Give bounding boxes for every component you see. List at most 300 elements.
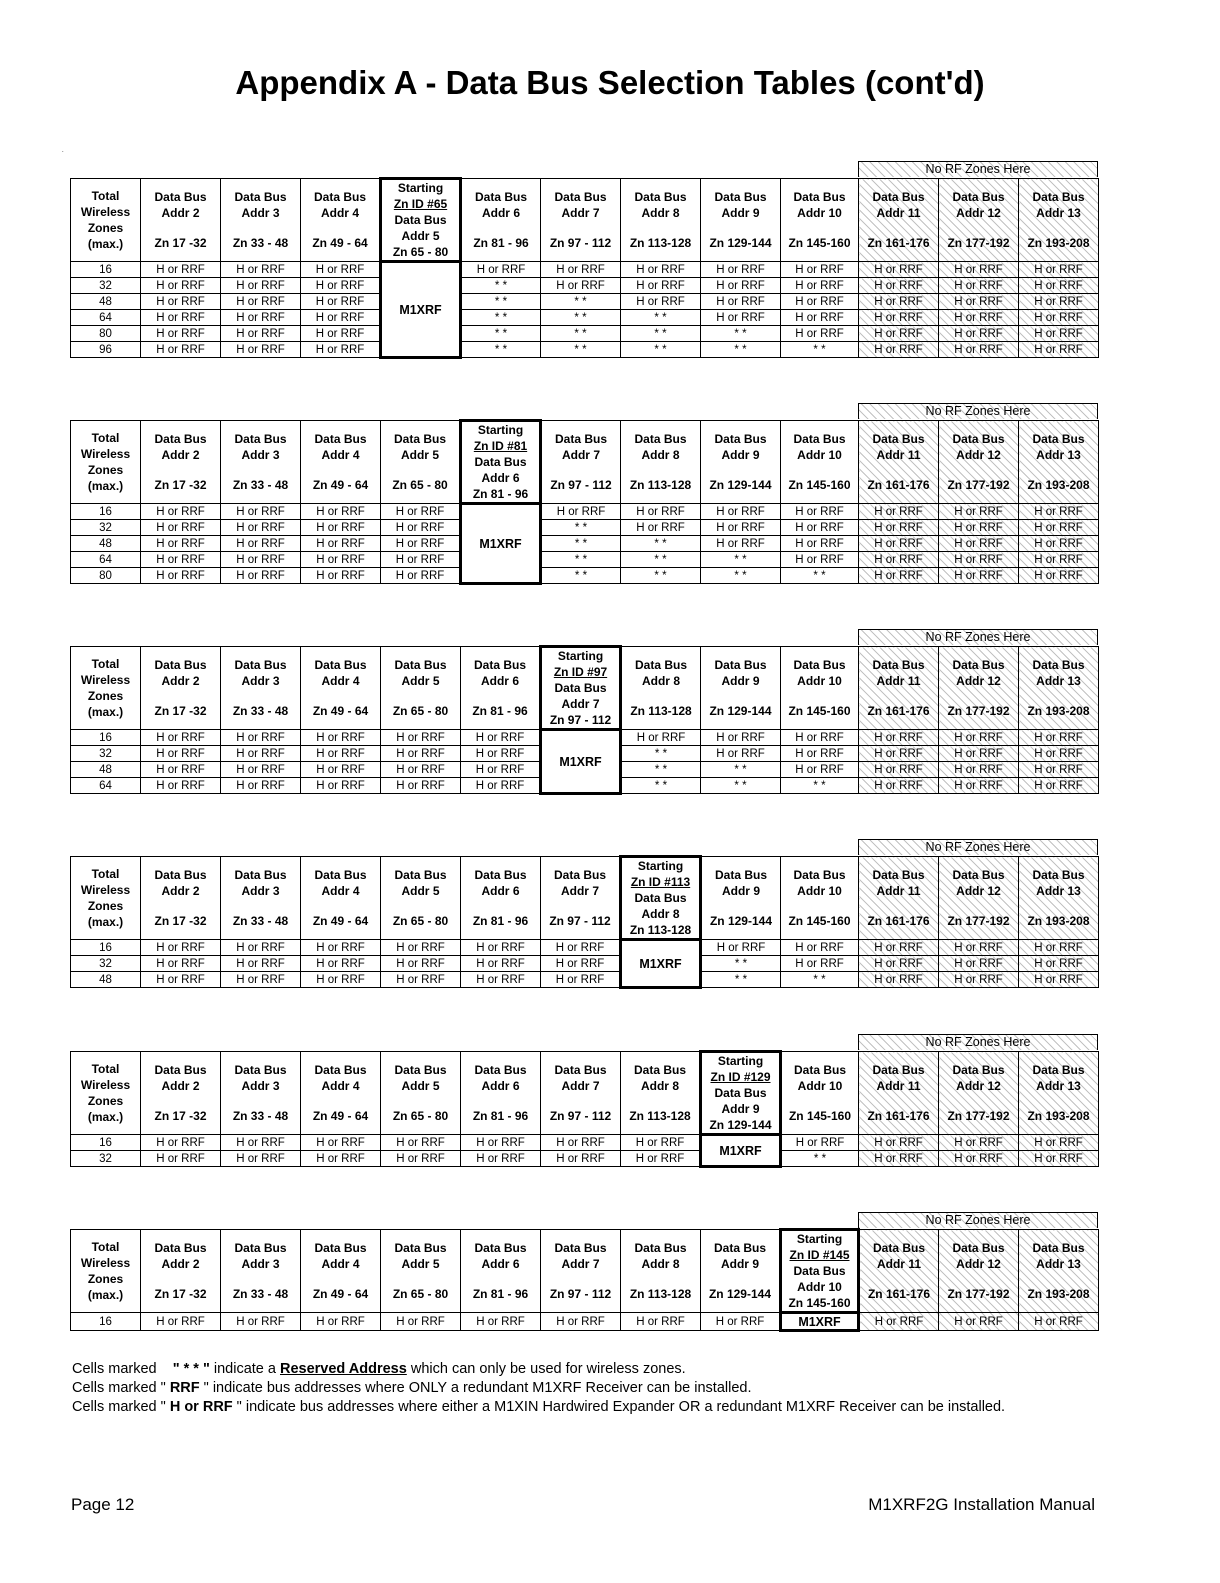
spacer (781, 221, 858, 235)
table-cell: H or RRF (939, 730, 1019, 746)
table-cell: H or RRF (381, 504, 461, 520)
table-cell: H or RRF (381, 536, 461, 552)
table-cell: H or RRF (939, 746, 1019, 762)
table-cell: H or RRF (221, 972, 301, 988)
spacer (301, 899, 380, 913)
col-header-zone: Zn 161-176 (867, 704, 930, 718)
col-header-zone: Zn 145-160 (788, 704, 851, 718)
col-header-zone: Zn 81 - 96 (472, 1109, 529, 1123)
total-header-line: Total (91, 867, 120, 881)
spacer (1019, 463, 1098, 477)
table-cell: H or RRF (381, 1135, 461, 1151)
table-cell: H or RRF (301, 1313, 381, 1331)
table-cell: H or RRF (859, 940, 939, 956)
table-cell: H or RRF (221, 262, 301, 278)
total-zones-cell: 80 (71, 326, 141, 342)
col-header-line: Addr 3 (241, 884, 280, 898)
column-header-addr (781, 1052, 859, 1135)
table-cell: H or RRF (859, 326, 939, 342)
table-cell: H or RRF (1019, 762, 1099, 778)
col-header-line: Addr 11 (876, 1257, 921, 1271)
table-cell: H or RRF (221, 278, 301, 294)
table-cell: H or RRF (141, 568, 221, 584)
col-header-line: Addr 4 (321, 884, 360, 898)
table-cell: * * (781, 342, 859, 358)
col-header-line: Addr 10 (797, 448, 842, 462)
col-header-zone: Zn 81 - 96 (472, 914, 529, 928)
col-header-line: Data Bus (474, 1063, 527, 1077)
table-row (71, 342, 1099, 358)
table-cell: * * (621, 778, 701, 794)
table-cell: H or RRF (939, 1313, 1019, 1331)
table-cell: * * (541, 568, 621, 584)
column-header-addr (221, 1052, 301, 1135)
total-zones-cell: 32 (71, 956, 141, 972)
no-rf-zones-banner: No RF Zones Here (858, 629, 1098, 645)
table-cell: * * (621, 310, 701, 326)
table-cell: H or RRF (301, 730, 381, 746)
table-cell: H or RRF (381, 762, 461, 778)
table-cell: H or RRF (939, 552, 1019, 568)
col-header-line: Data Bus (793, 1063, 846, 1077)
col-header-line: Addr 3 (241, 1079, 280, 1093)
column-header-addr (461, 179, 541, 262)
col-header-zone: Zn 193-208 (1027, 236, 1090, 250)
column-header-addr (541, 421, 621, 504)
column-header-addr (141, 647, 221, 730)
col-header-line: Data Bus (952, 190, 1005, 204)
table-cell: H or RRF (301, 294, 381, 310)
table-cell: H or RRF (781, 730, 859, 746)
spacer (859, 689, 938, 703)
table-cell: H or RRF (141, 504, 221, 520)
table-cell: H or RRF (221, 730, 301, 746)
col-header-line: Addr 12 (956, 674, 1001, 688)
table-cell: H or RRF (859, 762, 939, 778)
col-header-line: Addr 6 (481, 1079, 520, 1093)
table-cell: H or RRF (781, 504, 859, 520)
table-cell: H or RRF (939, 1151, 1019, 1167)
table-cell: H or RRF (701, 294, 781, 310)
col-header-line: Addr 13 (1036, 1257, 1081, 1271)
total-zones-cell: 48 (71, 762, 141, 778)
col-header-line: Addr 9 (721, 884, 760, 898)
table-cell: H or RRF (781, 762, 859, 778)
table-cell: H or RRF (381, 520, 461, 536)
total-wireless-header (71, 1230, 141, 1313)
col-header-zone: Zn 81 - 96 (472, 1287, 529, 1301)
spacer (542, 463, 620, 477)
spacer (859, 1094, 938, 1108)
table-cell: H or RRF (1019, 342, 1099, 358)
table-cell: H or RRF (381, 940, 461, 956)
data-bus-table (70, 177, 1099, 359)
spacer (859, 899, 938, 913)
table-cell: H or RRF (621, 278, 701, 294)
table-cell: H or RRF (1019, 536, 1099, 552)
col-header-line: Addr 7 (561, 1079, 600, 1093)
table-cell: H or RRF (141, 1313, 221, 1331)
table-cell: H or RRF (301, 778, 381, 794)
col-header-line: Data Bus (1032, 658, 1085, 672)
starting-line: Zn ID #65 (393, 197, 448, 211)
column-header-addr (541, 857, 621, 940)
table-cell: * * (621, 342, 701, 358)
col-header-zone: Zn 17 -32 (154, 914, 207, 928)
table-cell: * * (621, 746, 701, 762)
table-cell: * * (701, 778, 781, 794)
total-header-line: Wireless (80, 1078, 131, 1092)
note-h-or-rrf: Cells marked " H or RRF " indicate bus addresses where either a M1XIN Hardwired Expander OR a redundant M1XRF Receiver can be installed. (72, 1399, 1006, 1415)
col-header-line: Data Bus (154, 190, 207, 204)
table-cell: H or RRF (541, 972, 621, 988)
table-cell: H or RRF (141, 342, 221, 358)
total-zones-cell: 48 (71, 294, 141, 310)
column-header-addr (621, 1230, 701, 1313)
table-cell: H or RRF (701, 746, 781, 762)
col-header-line: Addr 4 (321, 1079, 360, 1093)
table-row (71, 326, 1099, 342)
table-cell: H or RRF (939, 956, 1019, 972)
table-cell: * * (701, 568, 781, 584)
spacer (462, 221, 540, 235)
total-zones-cell: 32 (71, 520, 141, 536)
table-cell: H or RRF (461, 762, 541, 778)
starting-zone-header (701, 1052, 781, 1135)
table-cell: H or RRF (781, 956, 859, 972)
table-cell: H or RRF (1019, 294, 1099, 310)
column-header-addr (621, 647, 701, 730)
col-header-line: Data Bus (234, 1063, 287, 1077)
col-header-line: Data Bus (793, 868, 846, 882)
col-header-line: Addr 11 (876, 1079, 921, 1093)
col-header-line: Data Bus (554, 190, 607, 204)
col-header-zone: Zn 177-192 (947, 914, 1010, 928)
table-cell: * * (541, 294, 621, 310)
table-cell: H or RRF (461, 730, 541, 746)
total-zones-cell: 16 (71, 504, 141, 520)
col-header-line: Addr 10 (797, 206, 842, 220)
table-cell: H or RRF (701, 520, 781, 536)
table-cell: H or RRF (141, 940, 221, 956)
table-cell: H or RRF (141, 278, 221, 294)
spacer (939, 221, 1018, 235)
table-cell: H or RRF (781, 310, 859, 326)
total-header-line: Wireless (80, 447, 131, 461)
col-header-line: Data Bus (872, 868, 925, 882)
col-header-line: Addr 6 (481, 206, 520, 220)
col-header-line: Addr 4 (321, 674, 360, 688)
total-wireless-header (71, 1052, 141, 1135)
column-header-addr (141, 1052, 221, 1135)
table-cell: H or RRF (381, 778, 461, 794)
table-cell: H or RRF (381, 730, 461, 746)
starting-line: Zn ID #113 (630, 875, 691, 889)
col-header-line: Data Bus (554, 1063, 607, 1077)
total-zones-cell: 32 (71, 1151, 141, 1167)
header-row (71, 647, 1099, 730)
m1xrf-cell: M1XRF (701, 1135, 781, 1167)
col-header-line: Data Bus (154, 1241, 207, 1255)
col-header-zone: Zn 17 -32 (154, 704, 207, 718)
col-header-zone: Zn 49 - 64 (312, 1287, 369, 1301)
table-cell: * * (781, 1151, 859, 1167)
spacer (221, 1094, 300, 1108)
col-header-line: Addr 12 (956, 206, 1001, 220)
total-zones-cell: 16 (71, 940, 141, 956)
col-header-zone: Zn 49 - 64 (312, 1109, 369, 1123)
col-header-line: Data Bus (474, 868, 527, 882)
column-header-addr (1019, 1230, 1099, 1313)
stray-mark: . (62, 148, 64, 154)
total-header-line: Zones (87, 463, 124, 477)
col-header-line: Data Bus (714, 432, 767, 446)
col-header-line: Addr 11 (876, 448, 921, 462)
page-title: Appendix A - Data Bus Selection Tables (cont'd) (235, 64, 985, 101)
column-header-addr (859, 421, 939, 504)
table-cell: * * (701, 552, 781, 568)
spacer (701, 1272, 779, 1286)
total-header-line: Total (91, 431, 120, 445)
table-cell: H or RRF (781, 262, 859, 278)
col-header-zone: Zn 49 - 64 (312, 704, 369, 718)
col-header-line: Data Bus (952, 1063, 1005, 1077)
col-header-line: Data Bus (314, 658, 367, 672)
col-header-line: Addr 8 (641, 1257, 680, 1271)
spacer (781, 689, 858, 703)
table-cell: H or RRF (541, 1135, 621, 1151)
col-header-line: Data Bus (554, 432, 607, 446)
col-header-line: Addr 5 (401, 1257, 440, 1271)
table-cell: H or RRF (221, 568, 301, 584)
column-header-addr (939, 1052, 1019, 1135)
total-header-line: (max.) (87, 705, 124, 719)
table-cell: H or RRF (141, 520, 221, 536)
table-cell: H or RRF (1019, 504, 1099, 520)
spacer (1019, 899, 1098, 913)
col-header-line: Addr 10 (797, 1079, 843, 1093)
table-cell: * * (621, 552, 701, 568)
table-cell: H or RRF (221, 1151, 301, 1167)
table-row (71, 262, 1099, 278)
total-header-line: Wireless (80, 673, 131, 687)
table-cell: H or RRF (939, 778, 1019, 794)
table-cell: H or RRF (701, 536, 781, 552)
table-cell: H or RRF (301, 746, 381, 762)
table-cell: * * (541, 342, 621, 358)
table-cell: H or RRF (381, 568, 461, 584)
col-header-line: Addr 8 (640, 1079, 679, 1093)
col-header-line: Addr 10 (797, 884, 842, 898)
table-cell: H or RRF (221, 746, 301, 762)
col-header-line: Data Bus (872, 190, 925, 204)
table-cell: H or RRF (461, 778, 541, 794)
column-header-addr (381, 421, 461, 504)
col-header-line: Data Bus (154, 868, 207, 882)
col-header-line: Addr 6 (480, 674, 519, 688)
column-header-addr (221, 421, 301, 504)
spacer (381, 1272, 460, 1286)
spacer (461, 1272, 540, 1286)
table-cell: H or RRF (221, 940, 301, 956)
total-zones-cell: 16 (71, 1313, 141, 1331)
spacer (541, 1272, 620, 1286)
col-header-line: Addr 13 (1036, 448, 1081, 462)
column-header-addr (781, 421, 859, 504)
column-header-addr (1019, 421, 1099, 504)
table-row (71, 536, 1099, 552)
total-wireless-header (71, 857, 141, 940)
table-cell: H or RRF (781, 552, 859, 568)
table-cell: * * (461, 326, 541, 342)
spacer (541, 221, 620, 235)
col-header-zone: Zn 177-192 (947, 1109, 1010, 1123)
col-header-line: Data Bus (394, 868, 447, 882)
col-header-line: Addr 3 (241, 1257, 280, 1271)
spacer (939, 899, 1018, 913)
column-header-addr (381, 857, 461, 940)
col-header-zone: Zn 65 - 80 (392, 1109, 449, 1123)
col-header-line: Data Bus (714, 868, 767, 882)
starting-zone-header (621, 857, 701, 940)
table-cell: H or RRF (301, 762, 381, 778)
table-cell: H or RRF (701, 262, 781, 278)
table-cell: H or RRF (381, 552, 461, 568)
table-cell: H or RRF (1019, 278, 1099, 294)
table-cell: * * (621, 326, 701, 342)
col-header-line: Addr 12 (956, 448, 1001, 462)
table-cell: H or RRF (541, 504, 621, 520)
table-cell: H or RRF (141, 746, 221, 762)
table-cell: * * (541, 310, 621, 326)
table-cell: H or RRF (461, 1151, 541, 1167)
column-header-addr (461, 1052, 541, 1135)
table-cell: H or RRF (1019, 956, 1099, 972)
col-header-line: Addr 12 (956, 1079, 1001, 1093)
col-header-zone: Zn 113-128 (629, 1287, 692, 1301)
col-header-zone: Zn 65 - 80 (392, 914, 449, 928)
total-header-line: (max.) (87, 915, 124, 929)
column-header-addr (939, 421, 1019, 504)
table-cell: H or RRF (781, 278, 859, 294)
table-cell: H or RRF (859, 262, 939, 278)
col-header-zone: Zn 145-160 (788, 478, 851, 492)
table-cell: * * (701, 956, 781, 972)
spacer (301, 689, 380, 703)
spacer (301, 463, 380, 477)
table-cell: H or RRF (859, 746, 939, 762)
total-zones-cell: 48 (71, 536, 141, 552)
col-header-line: Data Bus (714, 190, 767, 204)
table-cell: H or RRF (141, 310, 221, 326)
table-cell: * * (621, 762, 701, 778)
table-cell: H or RRF (141, 730, 221, 746)
column-header-addr (1019, 647, 1099, 730)
column-header-addr (301, 179, 381, 262)
table-cell: H or RRF (859, 536, 939, 552)
column-header-addr (701, 421, 781, 504)
table-cell: H or RRF (141, 778, 221, 794)
total-zones-cell: 32 (71, 278, 141, 294)
col-header-line: Data Bus (714, 658, 767, 672)
col-header-line: Addr 2 (161, 884, 200, 898)
table-cell: H or RRF (859, 1151, 939, 1167)
table-cell: H or RRF (701, 940, 781, 956)
table-cell: H or RRF (221, 956, 301, 972)
starting-line: Starting (717, 1054, 764, 1068)
col-header-line: Data Bus (474, 190, 527, 204)
table-cell: H or RRF (301, 262, 381, 278)
col-header-line: Data Bus (314, 432, 367, 446)
table-cell: H or RRF (621, 730, 701, 746)
table-cell: H or RRF (221, 552, 301, 568)
table-cell: * * (781, 568, 859, 584)
spacer (781, 463, 858, 477)
column-header-addr (859, 1230, 939, 1313)
table-cell: * * (541, 520, 621, 536)
starting-line: Zn 65 - 80 (392, 245, 449, 259)
col-header-line: Data Bus (872, 1063, 925, 1077)
col-header-zone: Zn 17 -32 (154, 1287, 207, 1301)
starting-line: Zn ID #97 (553, 665, 608, 679)
table-cell: H or RRF (141, 552, 221, 568)
table-cell: H or RRF (859, 278, 939, 294)
col-header-line: Addr 13 (1036, 1079, 1081, 1093)
col-header-zone: Zn 193-208 (1027, 1287, 1090, 1301)
legend-notes (72, 1360, 1005, 1417)
table-cell: H or RRF (859, 504, 939, 520)
col-header-line: Addr 4 (321, 1257, 360, 1271)
col-header-zone: Zn 97 - 112 (549, 914, 611, 928)
col-header-line: Addr 9 (720, 1257, 759, 1271)
col-header-line: Addr 3 (241, 674, 280, 688)
col-header-zone: Zn 65 - 80 (392, 1287, 449, 1301)
col-header-line: Data Bus (713, 1241, 766, 1255)
table-cell: H or RRF (301, 536, 381, 552)
col-header-line: Data Bus (952, 658, 1005, 672)
col-header-zone: Zn 97 - 112 (549, 236, 612, 250)
spacer (701, 689, 780, 703)
no-rf-zones-banner: No RF Zones Here (858, 1034, 1098, 1050)
col-header-line: Data Bus (633, 1063, 686, 1077)
total-wireless-header (71, 421, 141, 504)
starting-line: Zn 145-160 (788, 1296, 851, 1310)
col-header-zone: Zn 145-160 (788, 914, 851, 928)
table-cell: H or RRF (621, 294, 701, 310)
table-cell: H or RRF (461, 262, 541, 278)
starting-line: Zn 97 - 112 (549, 713, 612, 727)
column-header-addr (221, 857, 301, 940)
column-header-addr (859, 179, 939, 262)
col-header-line: Data Bus (952, 868, 1005, 882)
table-cell: H or RRF (1019, 972, 1099, 988)
table-cell: H or RRF (301, 278, 381, 294)
table-cell: H or RRF (541, 1151, 621, 1167)
col-header-line: Data Bus (793, 190, 846, 204)
col-header-line: Addr 9 (721, 674, 760, 688)
header-row (71, 421, 1099, 504)
table-cell: H or RRF (939, 294, 1019, 310)
col-header-zone: Zn 49 - 64 (312, 236, 368, 250)
table-cell: H or RRF (461, 940, 541, 956)
column-header-addr (781, 179, 859, 262)
table-cell: H or RRF (859, 1135, 939, 1151)
table-cell: * * (701, 762, 781, 778)
table-cell: H or RRF (1019, 310, 1099, 326)
col-header-line: Data Bus (634, 190, 687, 204)
spacer (141, 899, 220, 913)
starting-line: Data Bus (474, 455, 527, 469)
